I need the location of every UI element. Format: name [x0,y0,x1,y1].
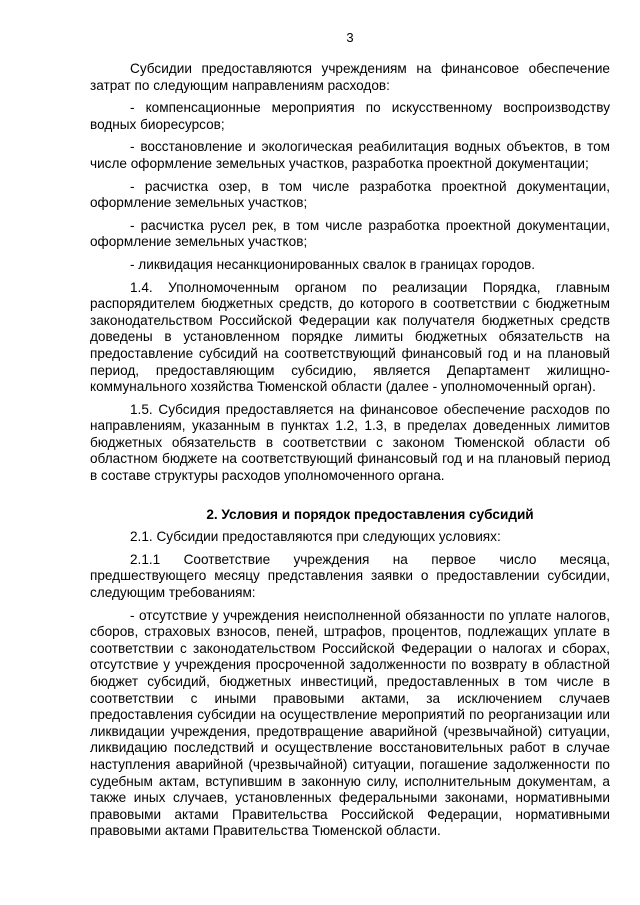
paragraph-2-1: 2.1. Субсидии предоставляются при следующих условиях: [130,529,501,545]
document-body [90,61,610,846]
paragraph-1-5: 1.5. Субсидия предоставляется на финансовое обеспечение расходов по направлениям, указанным в пунктах 1.2, 1.3, в пределах доведенных лимитов бюджетных обязательств в соответствии с законом Тюменской области об областном бюджете на соответствующий финансовый год и на плановый период в составе структуры расходов уполномоченного органа. [90,401,610,484]
section-heading: 2. Условия и порядок предоставления субсидий [206,506,534,522]
paragraph-2-1-1: 2.1.1 Соответствие учреждения на первое число месяца, предшествующего месяцу представления заявки о предоставлении субсидии, следующим требованиям: [90,551,610,601]
list-item-dumps: - ликвидация несанкционированных свалок в границах городов. [130,256,536,272]
list-item-bioresources: - компенсационные мероприятия по искусственному воспроизводству водных биоресурсов; [90,100,610,132]
paragraph-1-4: 1.4. Уполномоченным органом по реализации Порядка, главным распорядителем бюджетных средств, до которого в соответствии с бюджетным законодательством Российской Федерации как получателя бюджетных средств доведены в установленном порядке лимиты бюджетных обязательств на предоставление субсидий на соответствующий финансовый год и на плановый период, предоставляющим субсидию, является Департамент жилищно-коммунального хозяйства Тюменской области (далее - уполномоченный орган). [90,279,610,395]
list-item-lakes: - расчистка озер, в том числе разработка проектной документации, оформление земельных участков; [90,178,610,211]
paragraph-intro: Субсидии предоставляются учреждениям на финансовое обеспечение затрат по следующим направлениям расходов: [90,61,610,93]
list-item-water-objects: - восстановление и экологическая реабилитация водных объектов, в том числе оформление земельных участков, разработка проектной документации; [90,139,610,171]
page-number: 3 [346,30,354,45]
document-page [90,0,610,905]
list-item-riverbeds: - расчистка русел рек, в том числе разработка проектной документации, оформление земельных участков; [90,217,610,250]
list-item-requirements: - отсутствие у учреждения неисполненной обязанности по уплате налогов, сборов, страховых взносов, пеней, штрафов, процентов, подлежащих уплате в соответствии с законодательством Российской Федерации о налогах и сборах, отсутствие у учреждения просроченной задолженности по возврату в областной бюджет субсидий, бюджетных инвестиций, предоставленных в том числе в соответствии с иными правовыми актами, за исключением случаев предоставления субсидии на осуществление мероприятий по реорганизации или ликвидации учреждения, предотвращение аварийной (чрезвычайной) ситуации, ликвидацию последствий и осуществление восстановительных работ в случае наступления аварийной (чрезвычайной) ситуации, погашение задолженности по судебным актам, вступившим в законную силу, исполнительным документам, а также иных случаев, установленных федеральными законами, нормативными правовыми актами Правительства Российской Федерации, нормативными правовыми актами Правительства Тюменской области. [90,607,610,839]
